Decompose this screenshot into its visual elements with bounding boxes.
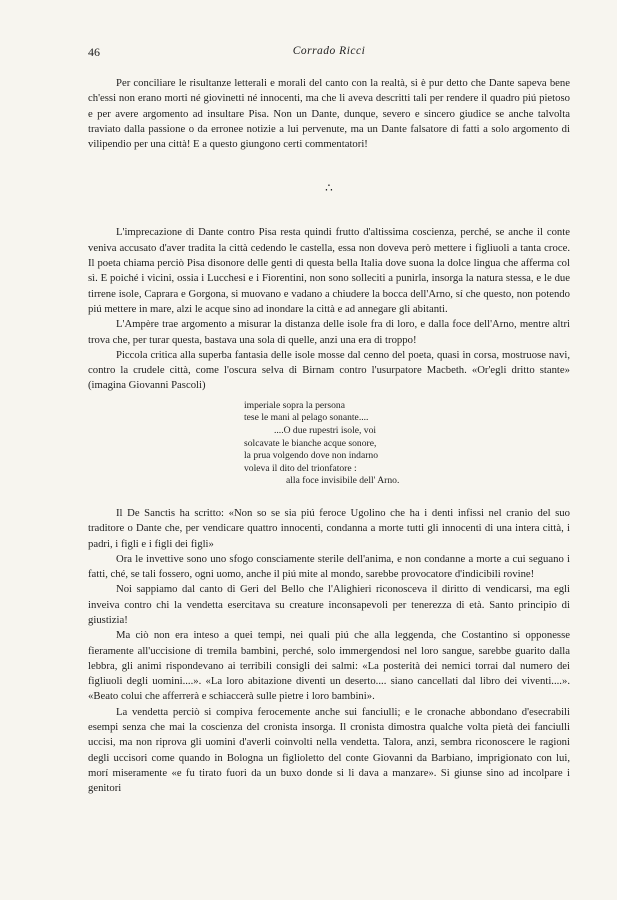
paragraph: Ora le invettive sono uno sfogo consciamente sterile dell'anima, e non condanne a morte a cui seguano i fatti, ché, se tali fossero, ogni uomo, anche il piú mite al mondo, sarebbe provocatore d'indicibili rovine! — [88, 552, 570, 581]
poem-line: la prua volgendo dove non indarno — [244, 450, 379, 462]
paragraph: Piccola critica alla superba fantasia delle isole mosse dal cenno del poeta, quasi in corsa, mostruose navi, contro la crudele città, come l'oscura selva di Birnam contro l'usurpatore Macbeth. «Or'egli dritto stante» (imagina Giovanni Pascoli) — [88, 348, 570, 392]
running-title: Corrado Ricci — [292, 45, 366, 57]
poem-line: imperiale sopra la persona — [244, 399, 345, 411]
paragraph: Per conciliare le risultanze letterali e morali del canto con la realtà, si è pur detto che Dante sapeva bene ch'essi non erano morti né giovinetti né innocenti, ma che li aveva descritti tali per rendere il quadro piú pietoso e per avere argomento ad insultare Pisa. Non un Dante, dunque, severo e sincero giudice se anche talvolta traviato dalla passione o da erronee notizie a lui pervenute, ma un Dante falsatore di fatti a solo argomento di vilipendio per una città! E a questo giungono certi commentatori! — [88, 77, 570, 151]
poem-line: tese le mani al pelago sonante.... — [244, 412, 369, 424]
poem-line: ....O due rupestri isole, voi — [274, 424, 377, 436]
paragraph: Il De Sanctis ha scritto: «Non so se sia piú feroce Ugolino che ha i denti infissi nel cranio del suo traditore o Dante che, per vendicare quattro innocenti, condanna a morte tutti gli innocenti di una intera città, i padri, i figli e i figli dei figli» — [88, 506, 570, 550]
section-separator: ∴ — [325, 181, 333, 196]
page-number: 46 — [88, 45, 100, 59]
poem-line: solcavate le bianche acque sonore, — [244, 437, 377, 449]
paragraph: La vendetta perciò si compiva ferocemente anche sui fanciulli; e le cronache abbondano d'esecrabili esempi senza che mai la coscienza del cronista insorga. Il cronista dimostra qualche volta pietà dei fanciulli uccisi, ma non riprova gli uomini d'averli coinvolti nella vendetta. Talora, anzi, sembra riconoscere le ragioni degli uccisori come quando in Bologna un figlioletto del conte Giovanni da Barbiano, imprigionato con lui, morí miseramente «e fu tirato fuori da un buxo donde si li dava a manzare». Si giunse sino ad incolpare i genitori — [88, 705, 570, 795]
poem-quote — [244, 400, 570, 488]
paragraph: L'Ampère trae argomento a misurar la distanza delle isole fra di loro, e dalla foce dell'Arno, mentre altri trova che, per turar questa, bastava una sola di quelle, anzi una era di troppo! — [88, 318, 570, 346]
page-body — [88, 76, 570, 797]
poem-line: voleva il dito del trionfatore : — [244, 462, 357, 474]
poem-line: alla foce invisibile dell' Arno. — [286, 475, 400, 487]
page-header — [88, 45, 570, 61]
paragraph: L'imprecazione di Dante contro Pisa resta quindi frutto d'altissima coscienza, perché, se anche il conte veniva accusato d'aver tradita la città cedendo le castella, essa non doveva però mettere i figliuoli a tanta croce. Il poeta chiama perciò Pisa disonore delle genti di questa bella Italia dove suona la dolce lingua che afferma col sì. E poiché i vicini, ossia i Lucchesi e i Fiorentini, non sono solleciti a punirla, insorga la natura stessa, e le due tirrene isole, Caprara e Gorgona, si muovano e vadano a chiudere la bocca dell'Arno, sí che questo, non potendo piú mettere in mare, alzi le acque sino ad inondare la città e ad annegare gli abitanti. — [88, 226, 570, 315]
paragraph: Ma ciò non era inteso a quei tempi, nei quali piú che alla leggenda, che Costantino si opponesse fieramente all'uccisione di tremila bambini, perché, solo immergendosi nel loro sangue, sarebbe guarito dalla lebbra, gli animi rispondevano ai terribili consigli dei salmi: «La posterità dei nemici torrai dal numero dei figliuoli degli uomini....». «La loro abitazione diventi un deserto.... siano cancellati dal libro dei viventi....». «Beato colui che afferrerà e schiaccerà sulle pietre i loro bambini». — [88, 629, 570, 703]
paragraph: Noi sappiamo dal canto di Geri del Bello che l'Alighieri riconosceva il diritto di vendicarsi, ma egli inveiva contro chi la vendetta esercitava su creature inconsapevoli per tenerezza di età. Santo principio di giustizia! — [88, 583, 570, 626]
